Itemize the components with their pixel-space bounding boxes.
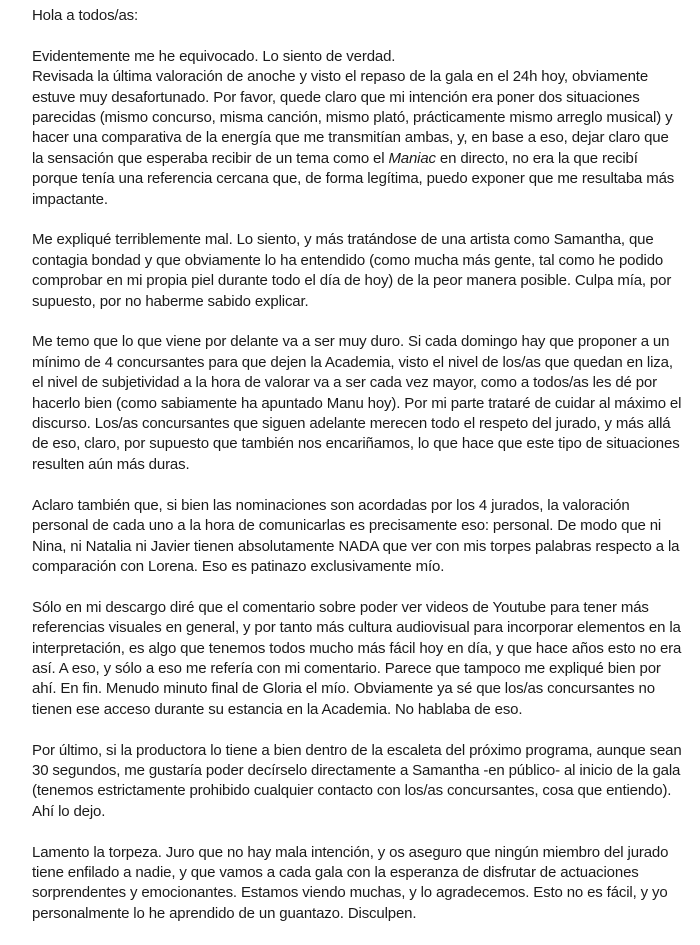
paragraph-apology-line: Evidentemente me he equivocado. Lo siento de verdad. [32,47,396,65]
paragraph-samantha: Me expliqué terriblemente mal. Lo siento, y más tratándose de una artista como Samantha, que contagia bondad y que obviamente lo ha entendido (como mucha más gente, tal como he podido comprobar en mi propia piel durante todo el día de hoy) de la peor manera posible. Culpa mía, por supuesto, por no haberme sabido explicar. [32,231,672,310]
greeting: Hola a todos/as: [32,7,138,24]
paragraph-explanation-post: en directo, no era la que recibí porque tenía una referencia cercana que, de forma legítima, puedo exponer que me resultaba más impactante. [32,149,675,208]
paragraph-request: Por último, si la productora lo tiene a bien dentro de la escaleta del próximo programa, aunque sean 30 segundos, me gustaría poder decírselo directamente a Samantha -en público- al inicio de la gala (tenemos estrictamente prohibido cualquier contacto con los/as concursantes, cosa que entiendo). Ahí lo dejo. [32,741,682,820]
letter-document [32,6,682,945]
paragraph-explanation-pre: Revisada la última valoración de anoche y visto el repaso de la gala en el 24h hoy, obviamente estuve muy desafortunado. Por favor, quede claro que mi intención era poner dos situaciones parecidas (mismo concurso, misma canción, mismo plató, prácticamente mismo arreglo musical) y hacer una comparativa de la energía que me transmitían ambas, y, en base a eso, dejar claro que la sensación que esperaba recibir de un tema como el [32,68,673,167]
song-title-italic: Maniac [388,149,436,167]
paragraph-closing: Lamento la torpeza. Juro que no hay mala intención, y os aseguro que ningún miembro del jurado tiene enfilado a nadie, y que vamos a cada gala con la esperanza de disfrutar de actuaciones sorprendentes y emocionantes. Estamos viendo muchas, y lo agradecemos. Esto no es fácil, y yo personalmente lo he aprendido de un guantazo. Disculpen. [32,843,669,922]
paragraph-jury: Aclaro también que, si bien las nominaciones son acordadas por los 4 jurados, la valoración personal de cada uno a la hora de comunicarlas es precisamente eso: personal. De modo que ni Nina, ni Natalia ni Javier tienen absolutamente NADA que ver con mis torpes palabras respecto a la comparación con Lorena. Eso es patinazo exclusivamente mío. [32,496,680,575]
paragraph-future: Me temo que lo que viene por delante va a ser muy duro. Si cada domingo hay que proponer a un mínimo de 4 concursantes para que dejen la Academia, visto el nivel de los/as que quedan en liza, el nivel de subjetividad a la hora de valorar va a ser cada vez mayor, como a todos/as les dé por hacerlo bien (como sabiamente ha apuntado Manu hoy). Por mi parte trataré de cuidar al máximo el discurso. Los/as concursantes que siguen adelante merecen todo el respeto del jurado, y más allá de eso, claro, por supuesto que también nos encariñamos, lo que hace que este tipo de situaciones resulten aún más duras. [32,333,682,473]
paragraph-youtube: Sólo en mi descargo diré que el comentario sobre poder ver videos de Youtube para tener más referencias visuales en general, y por tanto más cultura audiovisual para incorporar elementos en la interpretación, es algo que tenemos todos mucho más fácil hoy en día, y que hace años esto no era así. A eso, y sólo a eso me refería con mi comentario. Parece que tampoco me expliqué bien por ahí. En fin. Menudo minuto final de Gloria el mío. Obviamente ya sé que los/as concursantes no tienen ese acceso durante su estancia en la Academia. No hablaba de eso. [32,598,682,718]
paragraph-explanation [32,67,682,210]
